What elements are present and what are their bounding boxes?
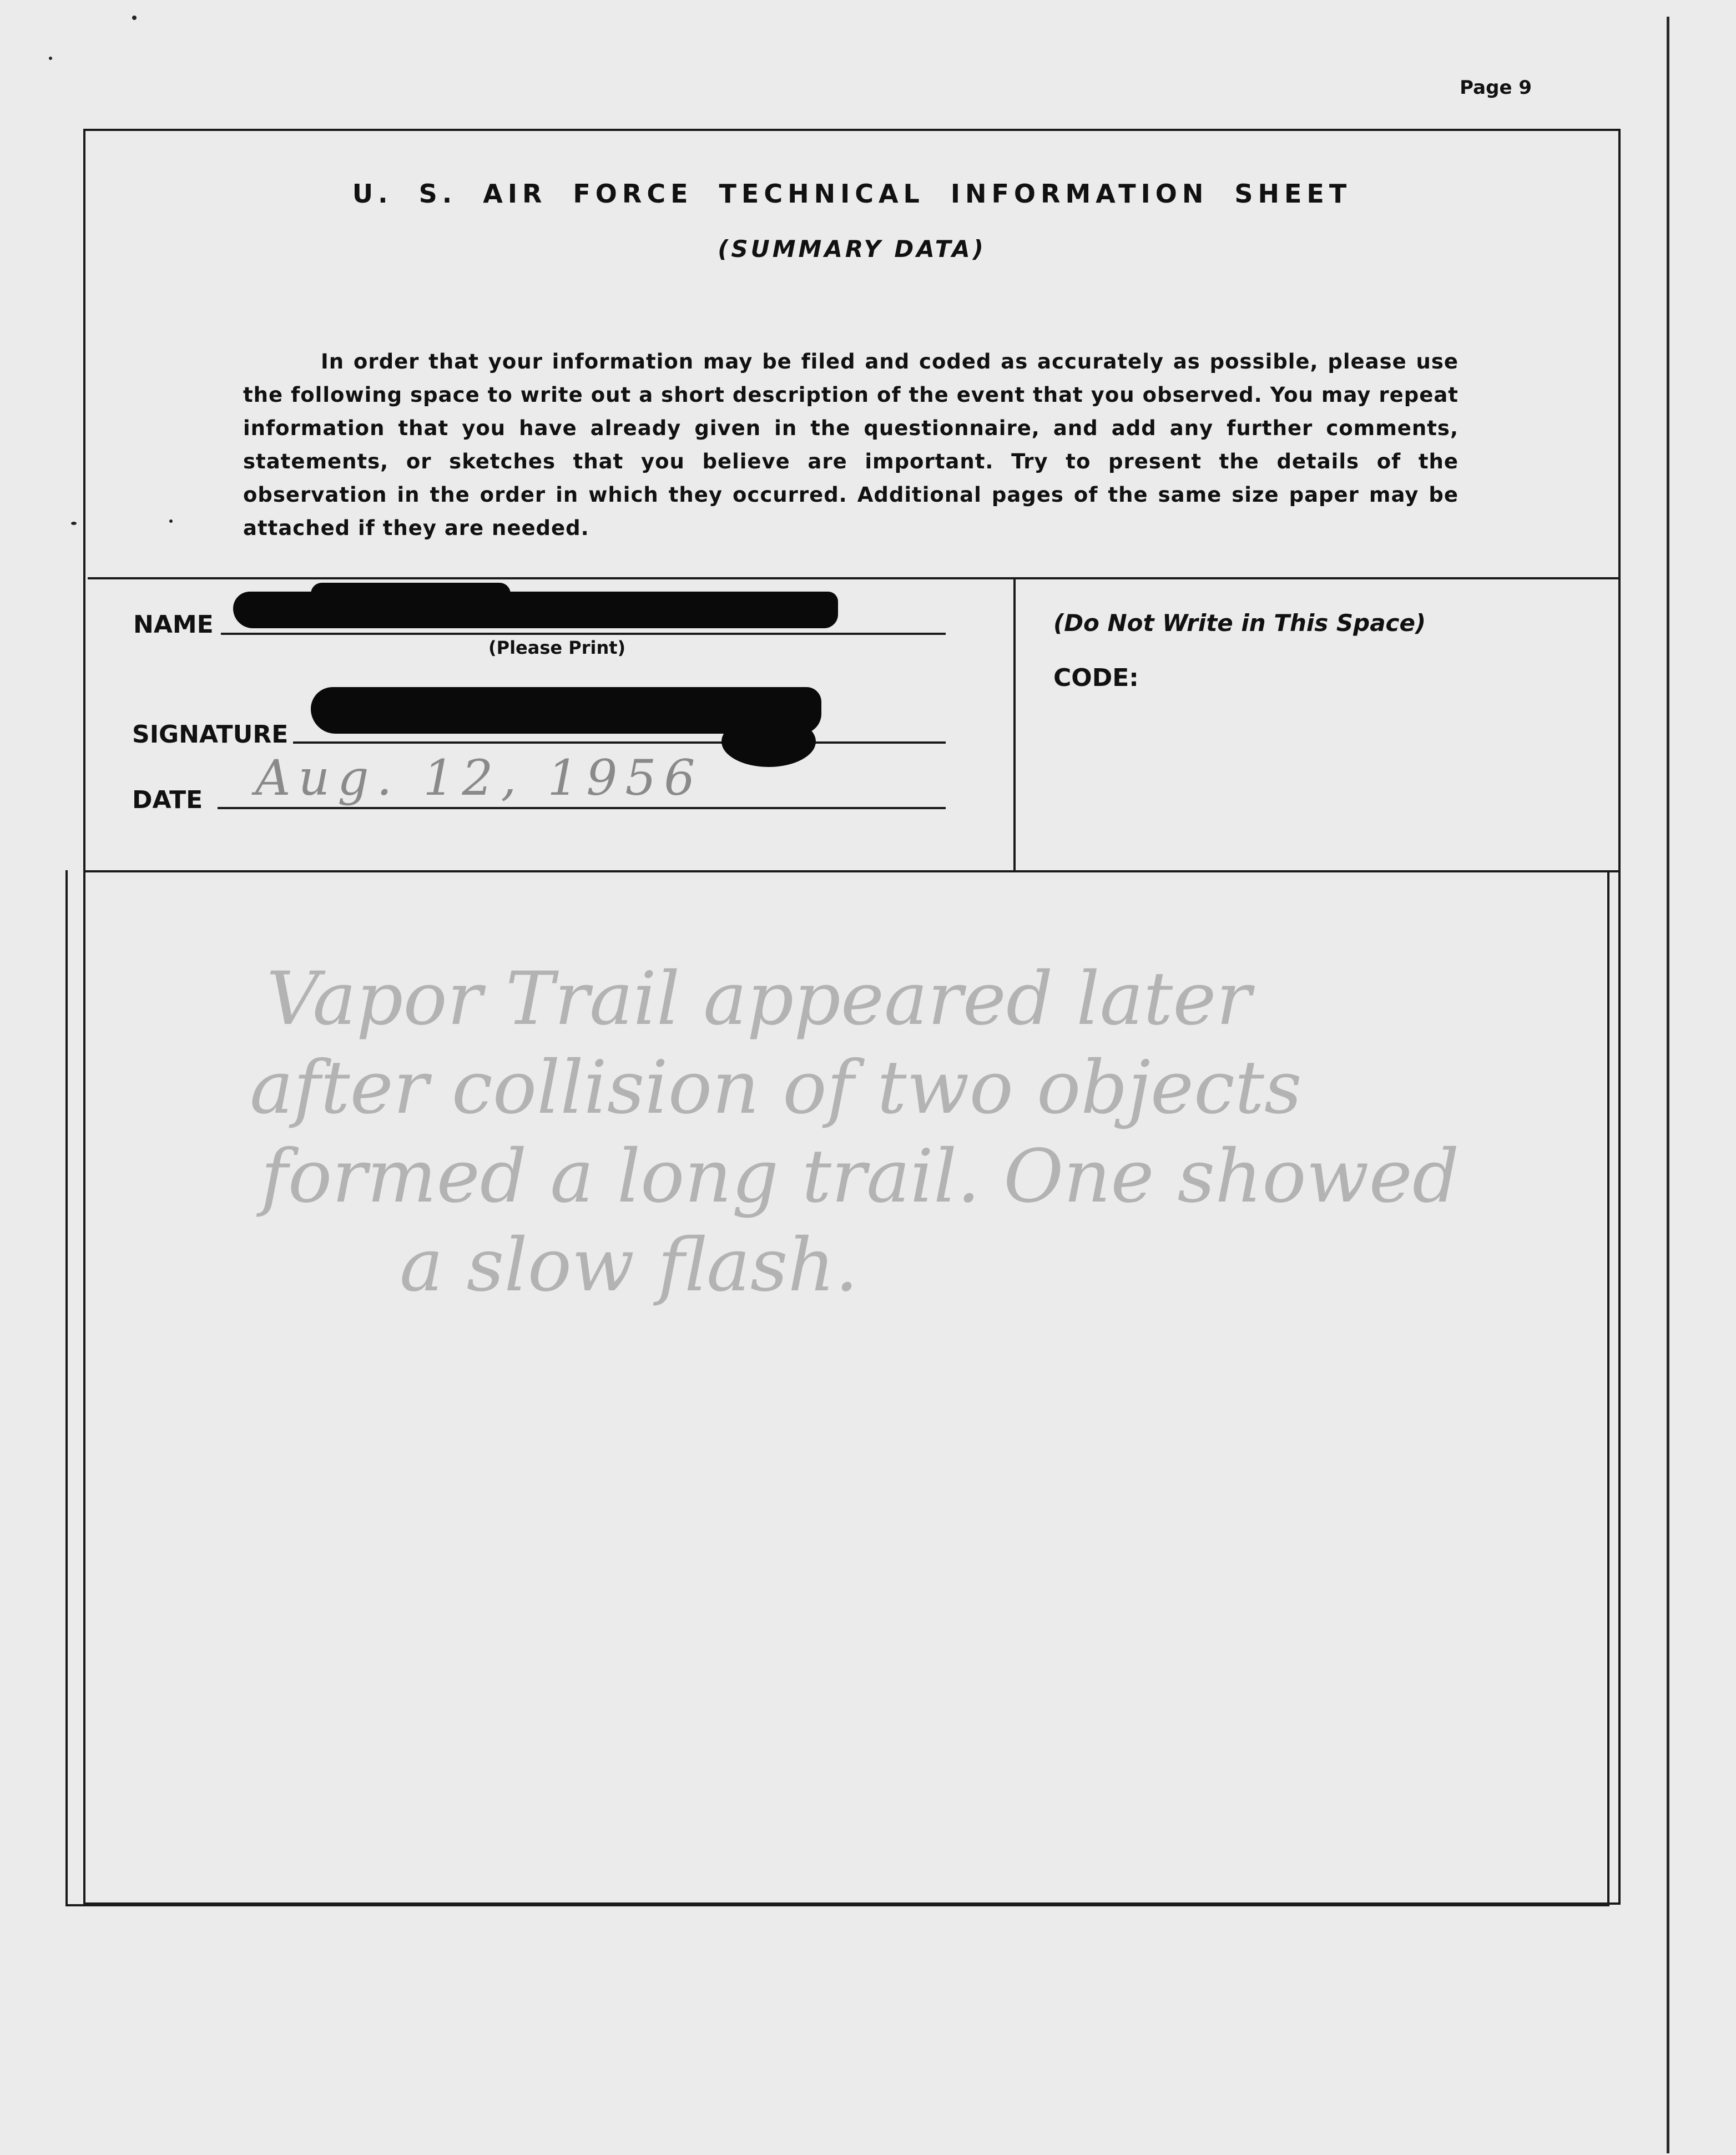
name-hint: (Please Print) <box>488 637 626 658</box>
scan-speck <box>71 522 77 525</box>
name-underline <box>221 633 946 635</box>
office-use-note: (Do Not Write in This Space) <box>1053 609 1426 637</box>
form-subtitle: (SUMMARY DATA) <box>718 235 986 263</box>
scan-speck <box>49 57 52 60</box>
name-label: NAME <box>133 610 214 639</box>
page-number: Page 9 <box>1460 77 1532 99</box>
form-instructions: In order that your information may be filed and coded as accurately as possible, please use the following space to write out a short description of the event that you observed. You may repeat information that you have already given in the questionnaire, and add any further comments, statements, or sketches that you believe are important. Try to present the details of the observation in the order in which they occurred. Additional pages of the same size paper may be attached if they are needed. <box>243 350 1459 540</box>
description-line: after collision of two objects <box>250 1045 1302 1131</box>
section-divider <box>83 870 1621 872</box>
form-title: U. S. AIR FORCE TECHNICAL INFORMATION SHEET <box>352 179 1352 209</box>
description-line: formed a long trail. One showed <box>261 1134 1460 1219</box>
handwritten-description <box>250 955 1598 1310</box>
date-underline <box>218 807 946 809</box>
section-divider <box>88 577 1618 579</box>
code-label: CODE: <box>1053 664 1139 692</box>
description-line: a slow flash. <box>400 1223 859 1308</box>
signature-underline <box>293 741 946 744</box>
description-line: Vapor Trail appeared later <box>266 956 1251 1042</box>
signature-label: SIGNATURE <box>132 720 289 749</box>
date-label: DATE <box>132 786 203 814</box>
scan-edge <box>1667 17 1669 2153</box>
date-value: Aug. 12, 1956 <box>255 749 703 806</box>
signature-redaction <box>721 716 816 767</box>
column-divider <box>1013 577 1016 872</box>
scan-speck <box>132 16 137 20</box>
name-redaction <box>311 583 511 605</box>
